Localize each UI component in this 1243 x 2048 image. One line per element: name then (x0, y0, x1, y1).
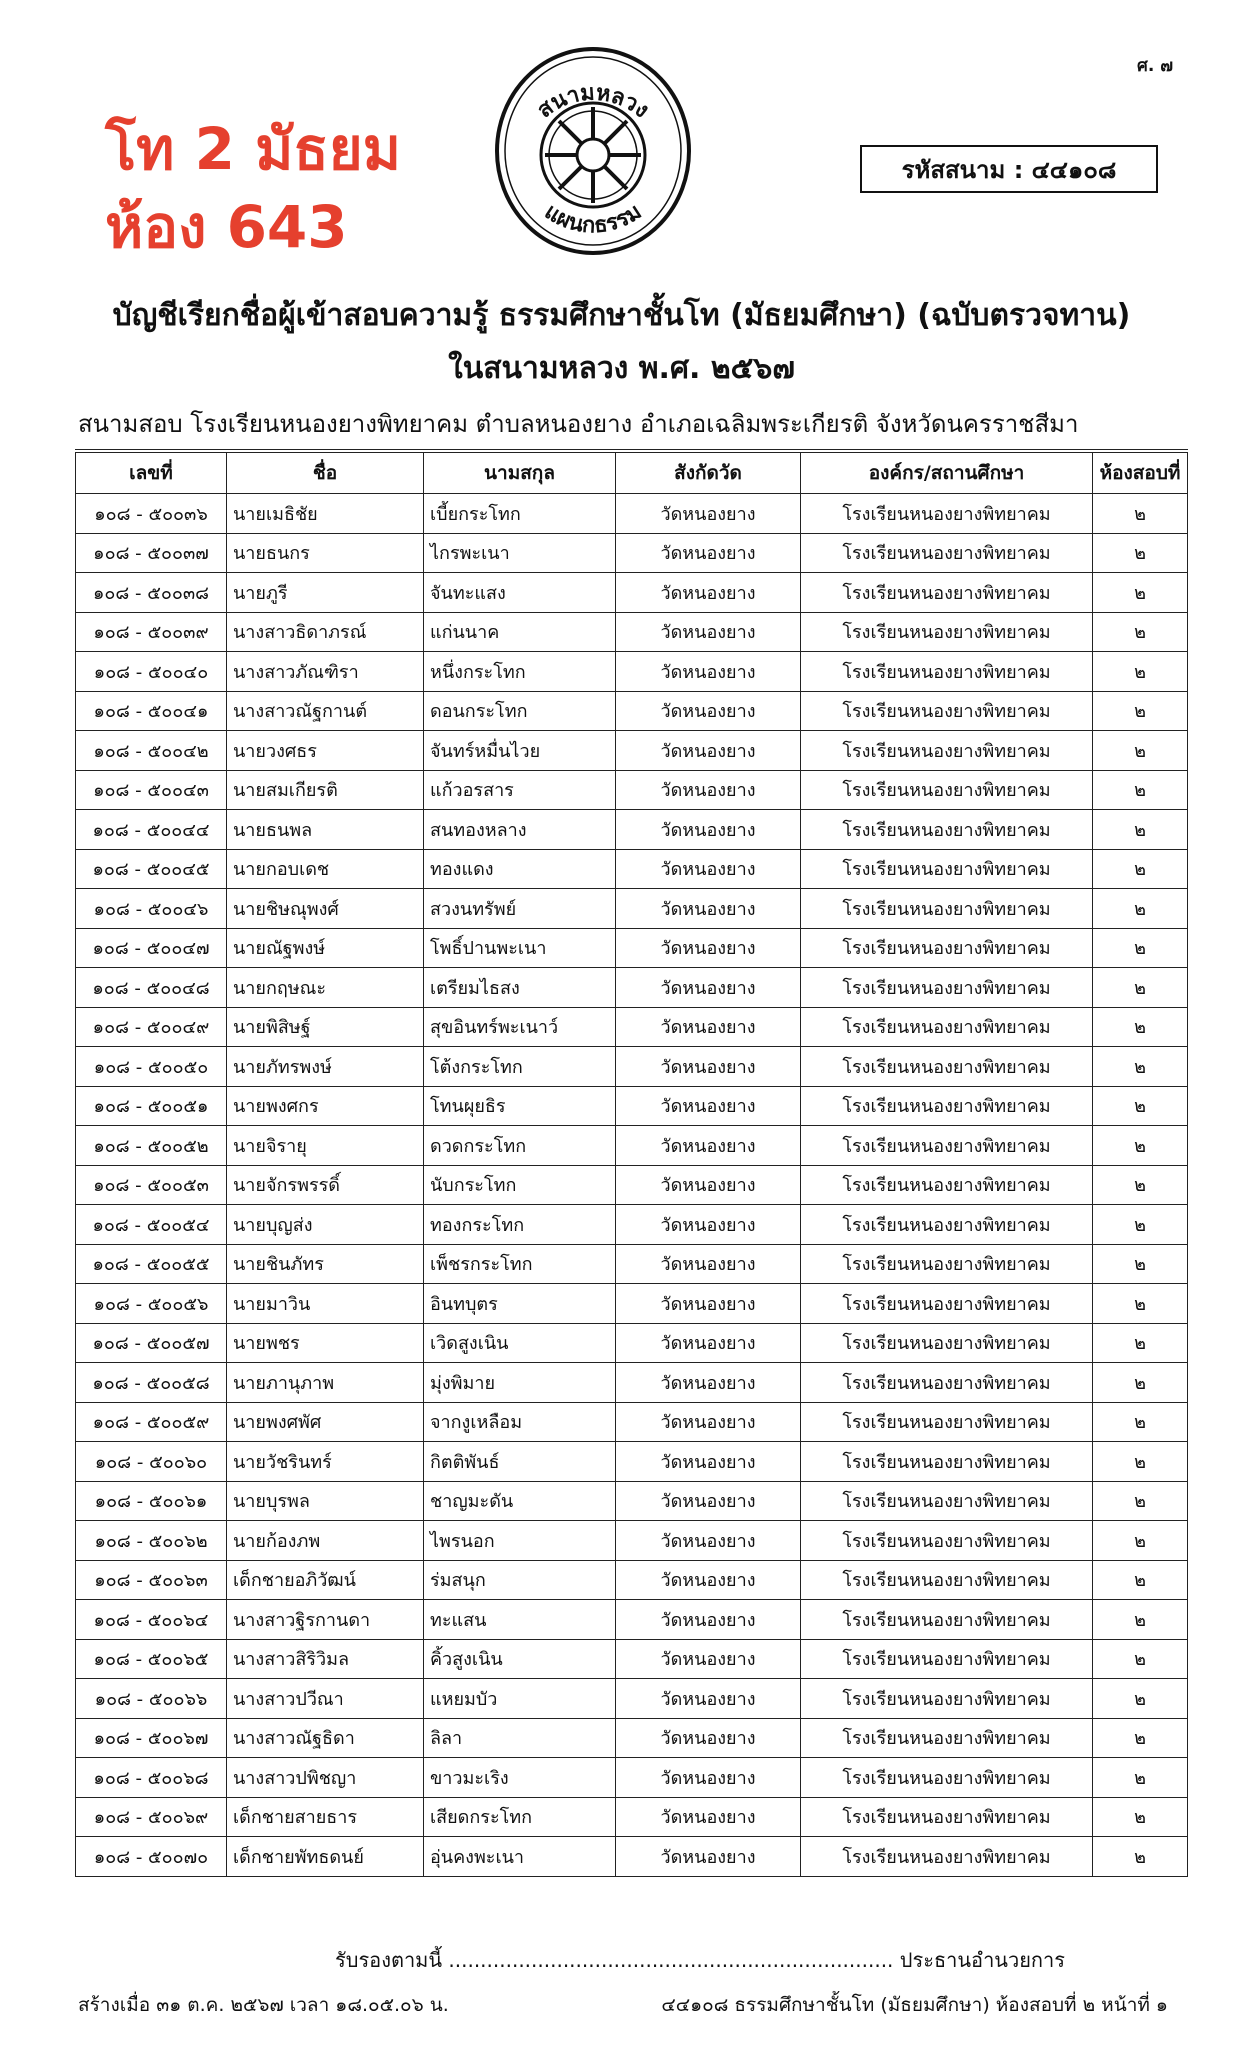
first-name-cell: เด็กชายอภิวัฒน์ (227, 1560, 424, 1600)
organization-cell: โรงเรียนหนองยางพิทยาคม (801, 1758, 1093, 1798)
first-name-cell: นางสาวปพิชญา (227, 1758, 424, 1798)
table-row (76, 1205, 1188, 1245)
seat-number-cell: ๑๐๘ - ๕๐๐๕๘ (76, 1363, 227, 1403)
seat-number-cell: ๑๐๘ - ๕๐๐๔๑ (76, 691, 227, 731)
last-name-cell: แก้วอรสาร (424, 770, 616, 810)
svg-text:สนามหลวง: สนามหลวง (532, 80, 654, 124)
temple-cell: วัดหนองยาง (616, 889, 801, 929)
table-row (76, 889, 1188, 929)
exam-room-cell: ๒ (1093, 1481, 1188, 1521)
first-name-cell: นายพิสิษฐ์ (227, 1007, 424, 1047)
seat-number-cell: ๑๐๘ - ๕๐๐๕๔ (76, 1205, 227, 1245)
temple-cell: วัดหนองยาง (616, 1086, 801, 1126)
last-name-cell: นับกระโทก (424, 1165, 616, 1205)
last-name-cell: สวงนทรัพย์ (424, 889, 616, 929)
last-name-cell: สุขอินทร์พะเนาว์ (424, 1007, 616, 1047)
last-name-cell: ทองแดง (424, 849, 616, 889)
last-name-cell: เสียดกระโทก (424, 1797, 616, 1837)
first-name-cell: นายชิษณุพงศ์ (227, 889, 424, 929)
organization-cell: โรงเรียนหนองยางพิทยาคม (801, 889, 1093, 929)
table-row (76, 1521, 1188, 1561)
seat-number-cell: ๑๐๘ - ๕๐๐๕๐ (76, 1047, 227, 1087)
seat-number-cell: ๑๐๘ - ๕๐๐๕๑ (76, 1086, 227, 1126)
seat-number-cell: ๑๐๘ - ๕๐๐๕๖ (76, 1284, 227, 1324)
last-name-cell: เพ็ชรกระโทก (424, 1244, 616, 1284)
exam-room-cell: ๒ (1093, 652, 1188, 692)
temple-cell: วัดหนองยาง (616, 1521, 801, 1561)
first-name-cell: นายภัทรพงษ์ (227, 1047, 424, 1087)
organization-cell: โรงเรียนหนองยางพิทยาคม (801, 1165, 1093, 1205)
last-name-cell: เตรียมไธสง (424, 968, 616, 1008)
seat-number-cell: ๑๐๘ - ๕๐๐๖๖ (76, 1679, 227, 1719)
table-row (76, 1126, 1188, 1166)
form-number: ศ. ๗ (1137, 56, 1173, 76)
first-name-cell: นายจักรพรรดิ์ (227, 1165, 424, 1205)
table-row (76, 770, 1188, 810)
first-name-cell: นางสาวณัฐธิดา (227, 1718, 424, 1758)
document-subtitle: ในสนามหลวง พ.ศ. ๒๕๖๗ (448, 351, 795, 386)
page-footer-info: ๔๔๑๐๘ ธรรมศึกษาชั้นโท (มัธยมศึกษา) ห้องสอบที่ ๒ หน้าที่ ๑ (661, 1994, 1168, 2016)
table-row (76, 494, 1188, 534)
temple-cell: วัดหนองยาง (616, 573, 801, 613)
created-timestamp: สร้างเมื่อ ๓๑ ต.ค. ๒๕๖๗ เวลา ๑๘.๐๕.๐๖ น. (78, 1994, 449, 2016)
exam-room-cell: ๒ (1093, 691, 1188, 731)
last-name-cell: ขาวมะเริง (424, 1758, 616, 1798)
exam-room-cell: ๒ (1093, 1797, 1188, 1837)
temple-cell: วัดหนองยาง (616, 731, 801, 771)
organization-cell: โรงเรียนหนองยางพิทยาคม (801, 1244, 1093, 1284)
seat-number-cell: ๑๐๘ - ๕๐๐๖๘ (76, 1758, 227, 1798)
organization-cell: โรงเรียนหนองยางพิทยาคม (801, 1402, 1093, 1442)
temple-cell: วัดหนองยาง (616, 1837, 801, 1877)
exam-room-cell: ๒ (1093, 1165, 1188, 1205)
exam-room-cell: ๒ (1093, 1244, 1188, 1284)
temple-cell: วัดหนองยาง (616, 770, 801, 810)
organization-cell: โรงเรียนหนองยางพิทยาคม (801, 1521, 1093, 1561)
exam-room-cell: ๒ (1093, 1007, 1188, 1047)
seat-number-cell: ๑๐๘ - ๕๐๐๕๕ (76, 1244, 227, 1284)
exam-room-cell: ๒ (1093, 1758, 1188, 1798)
first-name-cell: นางสาวภัณฑิรา (227, 652, 424, 692)
header-first-name: ชื่อ (227, 451, 424, 494)
table-row (76, 1758, 1188, 1798)
table-row (76, 1718, 1188, 1758)
organization-cell: โรงเรียนหนองยางพิทยาคม (801, 1797, 1093, 1837)
seat-number-cell: ๑๐๘ - ๕๐๐๔๒ (76, 731, 227, 771)
header-exam-room: ห้องสอบที่ (1093, 451, 1188, 494)
last-name-cell: หนึ่งกระโทก (424, 652, 616, 692)
temple-cell: วัดหนองยาง (616, 1797, 801, 1837)
seat-number-cell: ๑๐๘ - ๕๐๐๓๘ (76, 573, 227, 613)
first-name-cell: นายพชร (227, 1323, 424, 1363)
seat-number-cell: ๑๐๘ - ๕๐๐๕๒ (76, 1126, 227, 1166)
table-row (76, 1165, 1188, 1205)
organization-cell: โรงเรียนหนองยางพิทยาคม (801, 1718, 1093, 1758)
seat-number-cell: ๑๐๘ - ๕๐๐๖๕ (76, 1639, 227, 1679)
last-name-cell: อุ่นคงพะเนา (424, 1837, 616, 1877)
seat-number-cell: ๑๐๘ - ๕๐๐๗๐ (76, 1837, 227, 1877)
seat-number-cell: ๑๐๘ - ๕๐๐๔๘ (76, 968, 227, 1008)
last-name-cell: กิตติพันธ์ (424, 1442, 616, 1482)
table-row (76, 691, 1188, 731)
organization-cell: โรงเรียนหนองยางพิทยาคม (801, 849, 1093, 889)
last-name-cell: มุ่งพิมาย (424, 1363, 616, 1403)
first-name-cell: นางสาวฐิรกานดา (227, 1600, 424, 1640)
last-name-cell: ร่มสนุก (424, 1560, 616, 1600)
exam-room-cell: ๒ (1093, 889, 1188, 929)
candidate-roster-table (75, 449, 1188, 1877)
table-row (76, 533, 1188, 573)
exam-room-cell: ๒ (1093, 968, 1188, 1008)
seat-number-cell: ๑๐๘ - ๕๐๐๖๑ (76, 1481, 227, 1521)
organization-cell: โรงเรียนหนองยางพิทยาคม (801, 968, 1093, 1008)
organization-cell: โรงเรียนหนองยางพิทยาคม (801, 731, 1093, 771)
first-name-cell: นายสมเกียรติ (227, 770, 424, 810)
organization-cell: โรงเรียนหนองยางพิทยาคม (801, 612, 1093, 652)
table-row (76, 612, 1188, 652)
organization-cell: โรงเรียนหนองยางพิทยาคม (801, 1007, 1093, 1047)
exam-room-cell: ๒ (1093, 1205, 1188, 1245)
seat-number-cell: ๑๐๘ - ๕๐๐๖๙ (76, 1797, 227, 1837)
last-name-cell: ทะแสน (424, 1600, 616, 1640)
document-title: บัญชีเรียกชื่อผู้เข้าสอบความรู้ ธรรมศึกษาชั้นโท (มัธยมศึกษา) (ฉบับตรวจทาน) (112, 298, 1131, 333)
organization-cell: โรงเรียนหนองยางพิทยาคม (801, 1481, 1093, 1521)
temple-cell: วัดหนองยาง (616, 1481, 801, 1521)
header-temple: สังกัดวัด (616, 451, 801, 494)
exam-room-cell: ๒ (1093, 1600, 1188, 1640)
header-last-name: นามสกุล (424, 451, 616, 494)
last-name-cell: ไกรพะเนา (424, 533, 616, 573)
first-name-cell: นายธนกร (227, 533, 424, 573)
seat-number-cell: ๑๐๘ - ๕๐๐๕๓ (76, 1165, 227, 1205)
temple-cell: วัดหนองยาง (616, 1126, 801, 1166)
temple-cell: วัดหนองยาง (616, 1205, 801, 1245)
table-row (76, 1007, 1188, 1047)
first-name-cell: นายพงศพัศ (227, 1402, 424, 1442)
table-row (76, 1600, 1188, 1640)
organization-cell: โรงเรียนหนองยางพิทยาคม (801, 1284, 1093, 1324)
table-header-row (76, 451, 1188, 494)
organization-cell: โรงเรียนหนองยางพิทยาคม (801, 1679, 1093, 1719)
exam-room-cell: ๒ (1093, 1679, 1188, 1719)
exam-venue-line: สนามสอบ โรงเรียนหนองยางพิทยาคม ตำบลหนองยาง อำเภอเฉลิมพระเกียรติ จังหวัดนครราชสีมา (78, 410, 1079, 438)
last-name-cell: โทนผุยธิร (424, 1086, 616, 1126)
exam-room-cell: ๒ (1093, 1323, 1188, 1363)
seat-number-cell: ๑๐๘ - ๕๐๐๖๒ (76, 1521, 227, 1561)
table-row (76, 652, 1188, 692)
table-row (76, 1481, 1188, 1521)
last-name-cell: ทองกระโทก (424, 1205, 616, 1245)
table-row (76, 731, 1188, 771)
exam-room-cell: ๒ (1093, 1639, 1188, 1679)
temple-cell: วัดหนองยาง (616, 928, 801, 968)
organization-cell: โรงเรียนหนองยางพิทยาคม (801, 810, 1093, 850)
organization-cell: โรงเรียนหนองยางพิทยาคม (801, 533, 1093, 573)
table-row (76, 928, 1188, 968)
first-name-cell: นายภานุภาพ (227, 1363, 424, 1403)
first-name-cell: เด็กชายสายธาร (227, 1797, 424, 1837)
temple-cell: วัดหนองยาง (616, 533, 801, 573)
table-row (76, 1402, 1188, 1442)
handwritten-note (105, 110, 401, 266)
temple-cell: วัดหนองยาง (616, 1244, 801, 1284)
organization-cell: โรงเรียนหนองยางพิทยาคม (801, 652, 1093, 692)
temple-cell: วัดหนองยาง (616, 1718, 801, 1758)
exam-venue-code-box: รหัสสนาม : ๔๔๑๐๘ (860, 145, 1158, 193)
exam-room-cell: ๒ (1093, 533, 1188, 573)
temple-cell: วัดหนองยาง (616, 1402, 801, 1442)
organization-cell: โรงเรียนหนองยางพิทยาคม (801, 770, 1093, 810)
organization-cell: โรงเรียนหนองยางพิทยาคม (801, 1205, 1093, 1245)
header-seat-number: เลขที่ (76, 451, 227, 494)
first-name-cell: เด็กชายพัทธดนย์ (227, 1837, 424, 1877)
table-row (76, 849, 1188, 889)
organization-cell: โรงเรียนหนองยางพิทยาคม (801, 1323, 1093, 1363)
organization-cell: โรงเรียนหนองยางพิทยาคม (801, 494, 1093, 534)
first-name-cell: นายเมธิชัย (227, 494, 424, 534)
last-name-cell: ลิลา (424, 1718, 616, 1758)
exam-room-cell: ๒ (1093, 1047, 1188, 1087)
temple-cell: วัดหนองยาง (616, 494, 801, 534)
temple-cell: วัดหนองยาง (616, 612, 801, 652)
exam-room-cell: ๒ (1093, 1284, 1188, 1324)
temple-cell: วัดหนองยาง (616, 810, 801, 850)
seat-number-cell: ๑๐๘ - ๕๐๐๔๙ (76, 1007, 227, 1047)
temple-cell: วัดหนองยาง (616, 1560, 801, 1600)
first-name-cell: นายชินภัทร (227, 1244, 424, 1284)
temple-cell: วัดหนองยาง (616, 1600, 801, 1640)
seat-number-cell: ๑๐๘ - ๕๐๐๓๗ (76, 533, 227, 573)
temple-cell: วัดหนองยาง (616, 1284, 801, 1324)
organization-cell: โรงเรียนหนองยางพิทยาคม (801, 1442, 1093, 1482)
temple-cell: วัดหนองยาง (616, 849, 801, 889)
exam-room-cell: ๒ (1093, 1363, 1188, 1403)
first-name-cell: นายบุญส่ง (227, 1205, 424, 1245)
organization-cell: โรงเรียนหนองยางพิทยาคม (801, 1126, 1093, 1166)
handwritten-line-level: โท 2 มัธยม (105, 115, 401, 183)
organization-cell: โรงเรียนหนองยางพิทยาคม (801, 1837, 1093, 1877)
last-name-cell: เวิดสูงเนิน (424, 1323, 616, 1363)
last-name-cell: แหยมบัว (424, 1679, 616, 1719)
certification-line: รับรองตามนี้ ...................................................................... ประธานอำนวยการ (335, 1948, 1065, 1972)
exam-room-cell: ๒ (1093, 849, 1188, 889)
seat-number-cell: ๑๐๘ - ๕๐๐๔๕ (76, 849, 227, 889)
table-row (76, 810, 1188, 850)
exam-room-cell: ๒ (1093, 1560, 1188, 1600)
exam-room-cell: ๒ (1093, 1086, 1188, 1126)
table-row (76, 573, 1188, 613)
table-row (76, 1560, 1188, 1600)
seat-number-cell: ๑๐๘ - ๕๐๐๖๐ (76, 1442, 227, 1482)
seat-number-cell: ๑๐๘ - ๕๐๐๓๙ (76, 612, 227, 652)
first-name-cell: นางสาวธิดาภรณ์ (227, 612, 424, 652)
table-body (76, 494, 1188, 1877)
temple-cell: วัดหนองยาง (616, 691, 801, 731)
temple-cell: วัดหนองยาง (616, 1165, 801, 1205)
first-name-cell: นายก้องภพ (227, 1521, 424, 1561)
table-row (76, 1679, 1188, 1719)
last-name-cell: โต้งกระโทก (424, 1047, 616, 1087)
first-name-cell: นายภูรี (227, 573, 424, 613)
handwritten-line-room: ห้อง 643 (105, 193, 348, 261)
temple-cell: วัดหนองยาง (616, 1363, 801, 1403)
seat-number-cell: ๑๐๘ - ๕๐๐๕๙ (76, 1402, 227, 1442)
temple-cell: วัดหนองยาง (616, 1442, 801, 1482)
table-row (76, 1639, 1188, 1679)
temple-cell: วัดหนองยาง (616, 1679, 801, 1719)
temple-cell: วัดหนองยาง (616, 968, 801, 1008)
temple-cell: วัดหนองยาง (616, 1007, 801, 1047)
seat-number-cell: ๑๐๘ - ๕๐๐๖๗ (76, 1718, 227, 1758)
last-name-cell: ชาญมะดัน (424, 1481, 616, 1521)
first-name-cell: นางสาวณัฐกานต์ (227, 691, 424, 731)
organization-cell: โรงเรียนหนองยางพิทยาคม (801, 1600, 1093, 1640)
exam-room-cell: ๒ (1093, 1718, 1188, 1758)
header-organization: องค์กร/สถานศึกษา (801, 451, 1093, 494)
exam-room-cell: ๒ (1093, 770, 1188, 810)
svg-text:แผนกธรรม: แผนกธรรม (539, 199, 647, 239)
table-row (76, 1837, 1188, 1877)
exam-room-cell: ๒ (1093, 612, 1188, 652)
last-name-cell: โพธิ์ปานพะเนา (424, 928, 616, 968)
first-name-cell: นายมาวิน (227, 1284, 424, 1324)
seat-number-cell: ๑๐๘ - ๕๐๐๔๖ (76, 889, 227, 929)
organization-cell: โรงเรียนหนองยางพิทยาคม (801, 1047, 1093, 1087)
first-name-cell: นายพงศกร (227, 1086, 424, 1126)
first-name-cell: นายกฤษณะ (227, 968, 424, 1008)
exam-room-cell: ๒ (1093, 810, 1188, 850)
exam-room-cell: ๒ (1093, 731, 1188, 771)
exam-room-cell: ๒ (1093, 494, 1188, 534)
exam-room-cell: ๒ (1093, 1402, 1188, 1442)
table-row (76, 1047, 1188, 1087)
last-name-cell: เบี้ยกระโทก (424, 494, 616, 534)
first-name-cell: นายกอบเดช (227, 849, 424, 889)
organization-cell: โรงเรียนหนองยางพิทยาคม (801, 1639, 1093, 1679)
temple-cell: วัดหนองยาง (616, 1323, 801, 1363)
exam-room-cell: ๒ (1093, 573, 1188, 613)
last-name-cell: จากงูเหลือม (424, 1402, 616, 1442)
organization-cell: โรงเรียนหนองยางพิทยาคม (801, 928, 1093, 968)
table-row (76, 1797, 1188, 1837)
table-row (76, 1442, 1188, 1482)
seat-number-cell: ๑๐๘ - ๕๐๐๔๔ (76, 810, 227, 850)
table-row (76, 1244, 1188, 1284)
table-row (76, 968, 1188, 1008)
exam-room-cell: ๒ (1093, 1442, 1188, 1482)
first-name-cell: นางสาวสิริวิมล (227, 1639, 424, 1679)
organization-cell: โรงเรียนหนองยางพิทยาคม (801, 1560, 1093, 1600)
first-name-cell: นายจิรายุ (227, 1126, 424, 1166)
table-row (76, 1363, 1188, 1403)
last-name-cell: จันทร์หมื่นไวย (424, 731, 616, 771)
last-name-cell: ดอนกระโทก (424, 691, 616, 731)
last-name-cell: ไพรนอก (424, 1521, 616, 1561)
temple-cell: วัดหนองยาง (616, 1047, 801, 1087)
table-row (76, 1086, 1188, 1126)
seat-number-cell: ๑๐๘ - ๕๐๐๔๐ (76, 652, 227, 692)
temple-cell: วัดหนองยาง (616, 1758, 801, 1798)
first-name-cell: นางสาวปวีณา (227, 1679, 424, 1719)
first-name-cell: นายณัฐพงษ์ (227, 928, 424, 968)
seat-number-cell: ๑๐๘ - ๕๐๐๓๖ (76, 494, 227, 534)
temple-cell: วัดหนองยาง (616, 652, 801, 692)
last-name-cell: จันทะแสง (424, 573, 616, 613)
last-name-cell: อินทบุตร (424, 1284, 616, 1324)
exam-room-cell: ๒ (1093, 1837, 1188, 1877)
organization-cell: โรงเรียนหนองยางพิทยาคม (801, 1086, 1093, 1126)
seat-number-cell: ๑๐๘ - ๕๐๐๔๓ (76, 770, 227, 810)
last-name-cell: แก่นนาค (424, 612, 616, 652)
exam-room-cell: ๒ (1093, 1126, 1188, 1166)
last-name-cell: สนทองหลาง (424, 810, 616, 850)
last-name-cell: ดวดกระโทก (424, 1126, 616, 1166)
first-name-cell: นายวัชรินทร์ (227, 1442, 424, 1482)
temple-cell: วัดหนองยาง (616, 1639, 801, 1679)
seat-number-cell: ๑๐๘ - ๕๐๐๖๔ (76, 1600, 227, 1640)
seat-number-cell: ๑๐๘ - ๕๐๐๖๓ (76, 1560, 227, 1600)
seat-number-cell: ๑๐๘ - ๕๐๐๔๗ (76, 928, 227, 968)
first-name-cell: นายวงศธร (227, 731, 424, 771)
first-name-cell: นายธนพล (227, 810, 424, 850)
exam-room-cell: ๒ (1093, 1521, 1188, 1561)
organization-cell: โรงเรียนหนองยางพิทยาคม (801, 691, 1093, 731)
table-row (76, 1284, 1188, 1324)
seat-number-cell: ๑๐๘ - ๕๐๐๕๗ (76, 1323, 227, 1363)
organization-cell: โรงเรียนหนองยางพิทยาคม (801, 1363, 1093, 1403)
table-row (76, 1323, 1188, 1363)
organization-cell: โรงเรียนหนองยางพิทยาคม (801, 573, 1093, 613)
first-name-cell: นายบุรพล (227, 1481, 424, 1521)
last-name-cell: คิ้วสูงเนิน (424, 1639, 616, 1679)
sanam-luang-seal-logo (493, 45, 693, 257)
exam-room-cell: ๒ (1093, 928, 1188, 968)
